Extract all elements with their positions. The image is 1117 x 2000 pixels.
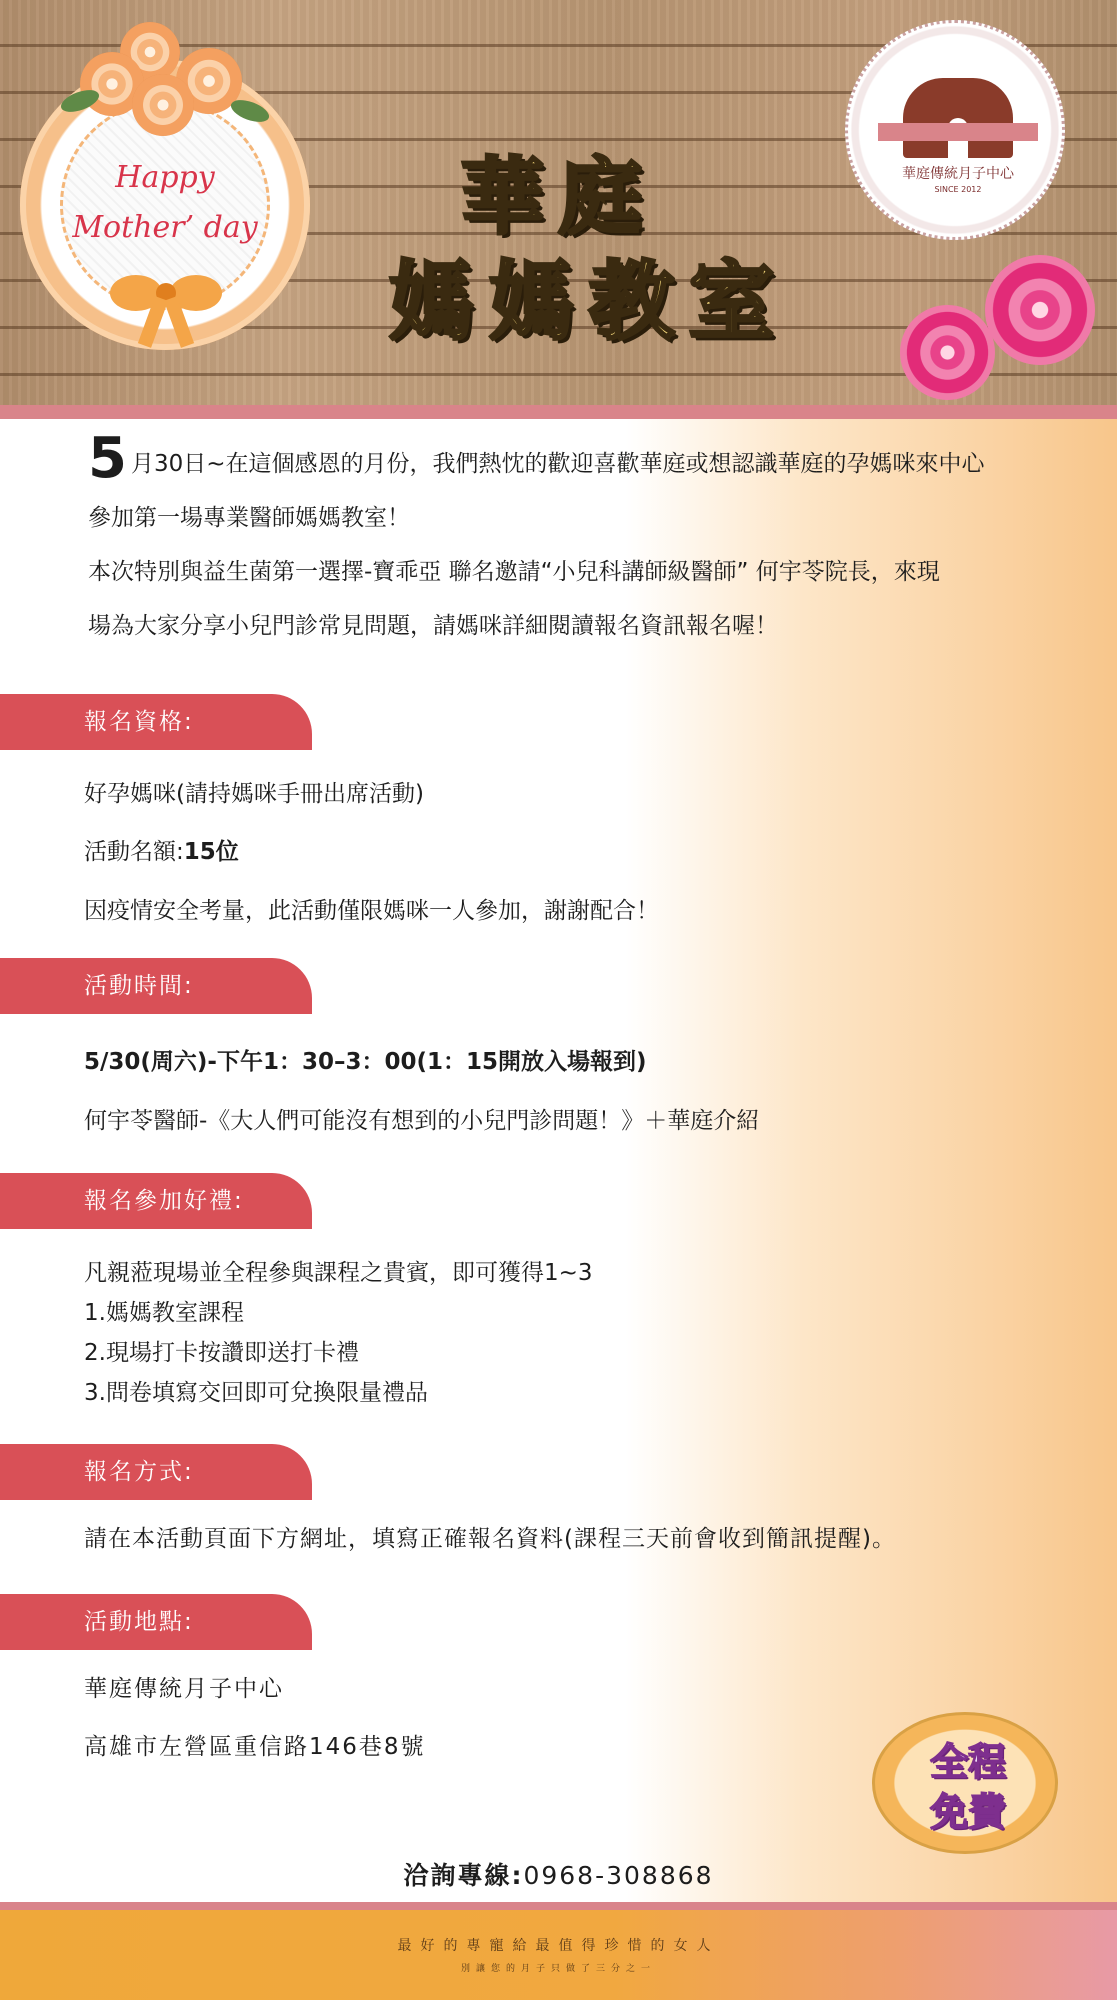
- time-line2: 何宇苓醫師-《大人們可能沒有想到的小兒門診問題！》＋華庭介紹: [84, 1108, 760, 1134]
- contact-label: 洽詢專線:: [403, 1861, 524, 1890]
- section-title-location: 活動地點:: [0, 1594, 312, 1650]
- section-title-qualification: 報名資格:: [0, 694, 312, 750]
- section-title-gifts: 報名參加好禮:: [0, 1173, 312, 1229]
- free-badge: [872, 1712, 1058, 1854]
- footer-slogan: 最好的專寵給最值得珍惜的女人: [397, 1938, 720, 1954]
- intro-line1: [88, 426, 1078, 491]
- logo-name: 華庭傳統月子中心: [902, 166, 1014, 182]
- contact-phone[interactable]: 0968-308868: [523, 1861, 714, 1890]
- logo-since: SINCE 2012: [934, 185, 982, 194]
- badge-mothers-day-text: Mother’ day: [72, 210, 258, 245]
- intro-big-number: 5: [88, 426, 127, 491]
- gifts-item-3: 3.問卷填寫交回即可兌換限量禮品: [84, 1380, 428, 1406]
- page-title-line2: 媽媽教室: [388, 251, 789, 352]
- footer-divider: [0, 1902, 1117, 1910]
- logo-ribbon: [878, 123, 1038, 141]
- free-badge-line1: 全程: [929, 1740, 1006, 1784]
- intro-line2: 參加第一場專業醫師媽媽教室！: [88, 505, 410, 531]
- qualification-line3: 因疫情安全考量，此活動僅限媽咪一人參加，謝謝配合！: [84, 898, 659, 924]
- header-divider: [0, 405, 1117, 419]
- intro-paragraph: [88, 426, 1078, 653]
- quota-label: 活動名額:: [84, 839, 184, 865]
- section-title-time: 活動時間:: [0, 958, 312, 1014]
- qualification-line2: [84, 833, 239, 866]
- section-title-method: 報名方式:: [0, 1444, 312, 1500]
- orange-roses-icon: [80, 22, 250, 132]
- free-badge-line2: 免費: [929, 1790, 1006, 1834]
- time-line1: 5/30(周六)-下午1：30–3：00(1：15開放入場報到): [84, 1049, 647, 1075]
- center-logo: [845, 20, 1065, 240]
- badge-happy-text: Happy: [115, 160, 215, 195]
- gifts-line1: 凡親蒞現場並全程參與課程之貴賓，即可獲得1~3: [84, 1260, 593, 1286]
- gifts-item-2: 2.現場打卡按讚即送打卡禮: [84, 1340, 359, 1366]
- location-line2: 高雄市左營區重信路146巷8號: [84, 1734, 426, 1760]
- quota-value: 15位: [183, 839, 239, 865]
- qualification-line1: 好孕媽咪(請持媽咪手冊出席活動): [84, 781, 424, 807]
- footer-bar: [0, 1910, 1117, 2000]
- gifts-item-1: 1.媽媽教室課程: [84, 1300, 244, 1326]
- intro-line3: 本次特別與益生菌第一選擇-寶乖亞 聯名邀請“小兒科講師級醫師” 何宇苓院長，來現: [88, 559, 940, 585]
- method-line1: 請在本活動頁面下方網址，填寫正確報名資料(課程三天前會收到簡訊提醒)。: [84, 1526, 896, 1552]
- building-icon: [903, 78, 1013, 158]
- intro-line4: 場為大家分享小兒門診常見問題，請媽咪詳細閱讀報名資訊報名喔！: [88, 613, 778, 639]
- header-banner: [0, 0, 1117, 405]
- page-title-line1: 華庭: [460, 147, 657, 246]
- footer-sub-slogan: 別讓您的月子只做了三分之一: [460, 1964, 656, 1974]
- location-line1: 華庭傳統月子中心: [84, 1676, 284, 1702]
- contact-line: [0, 1856, 1117, 1892]
- intro-line1-text: 月30日~在這個感恩的月份，我們熱忱的歡迎喜歡華庭或想認識華庭的孕媽咪來中心: [130, 451, 985, 477]
